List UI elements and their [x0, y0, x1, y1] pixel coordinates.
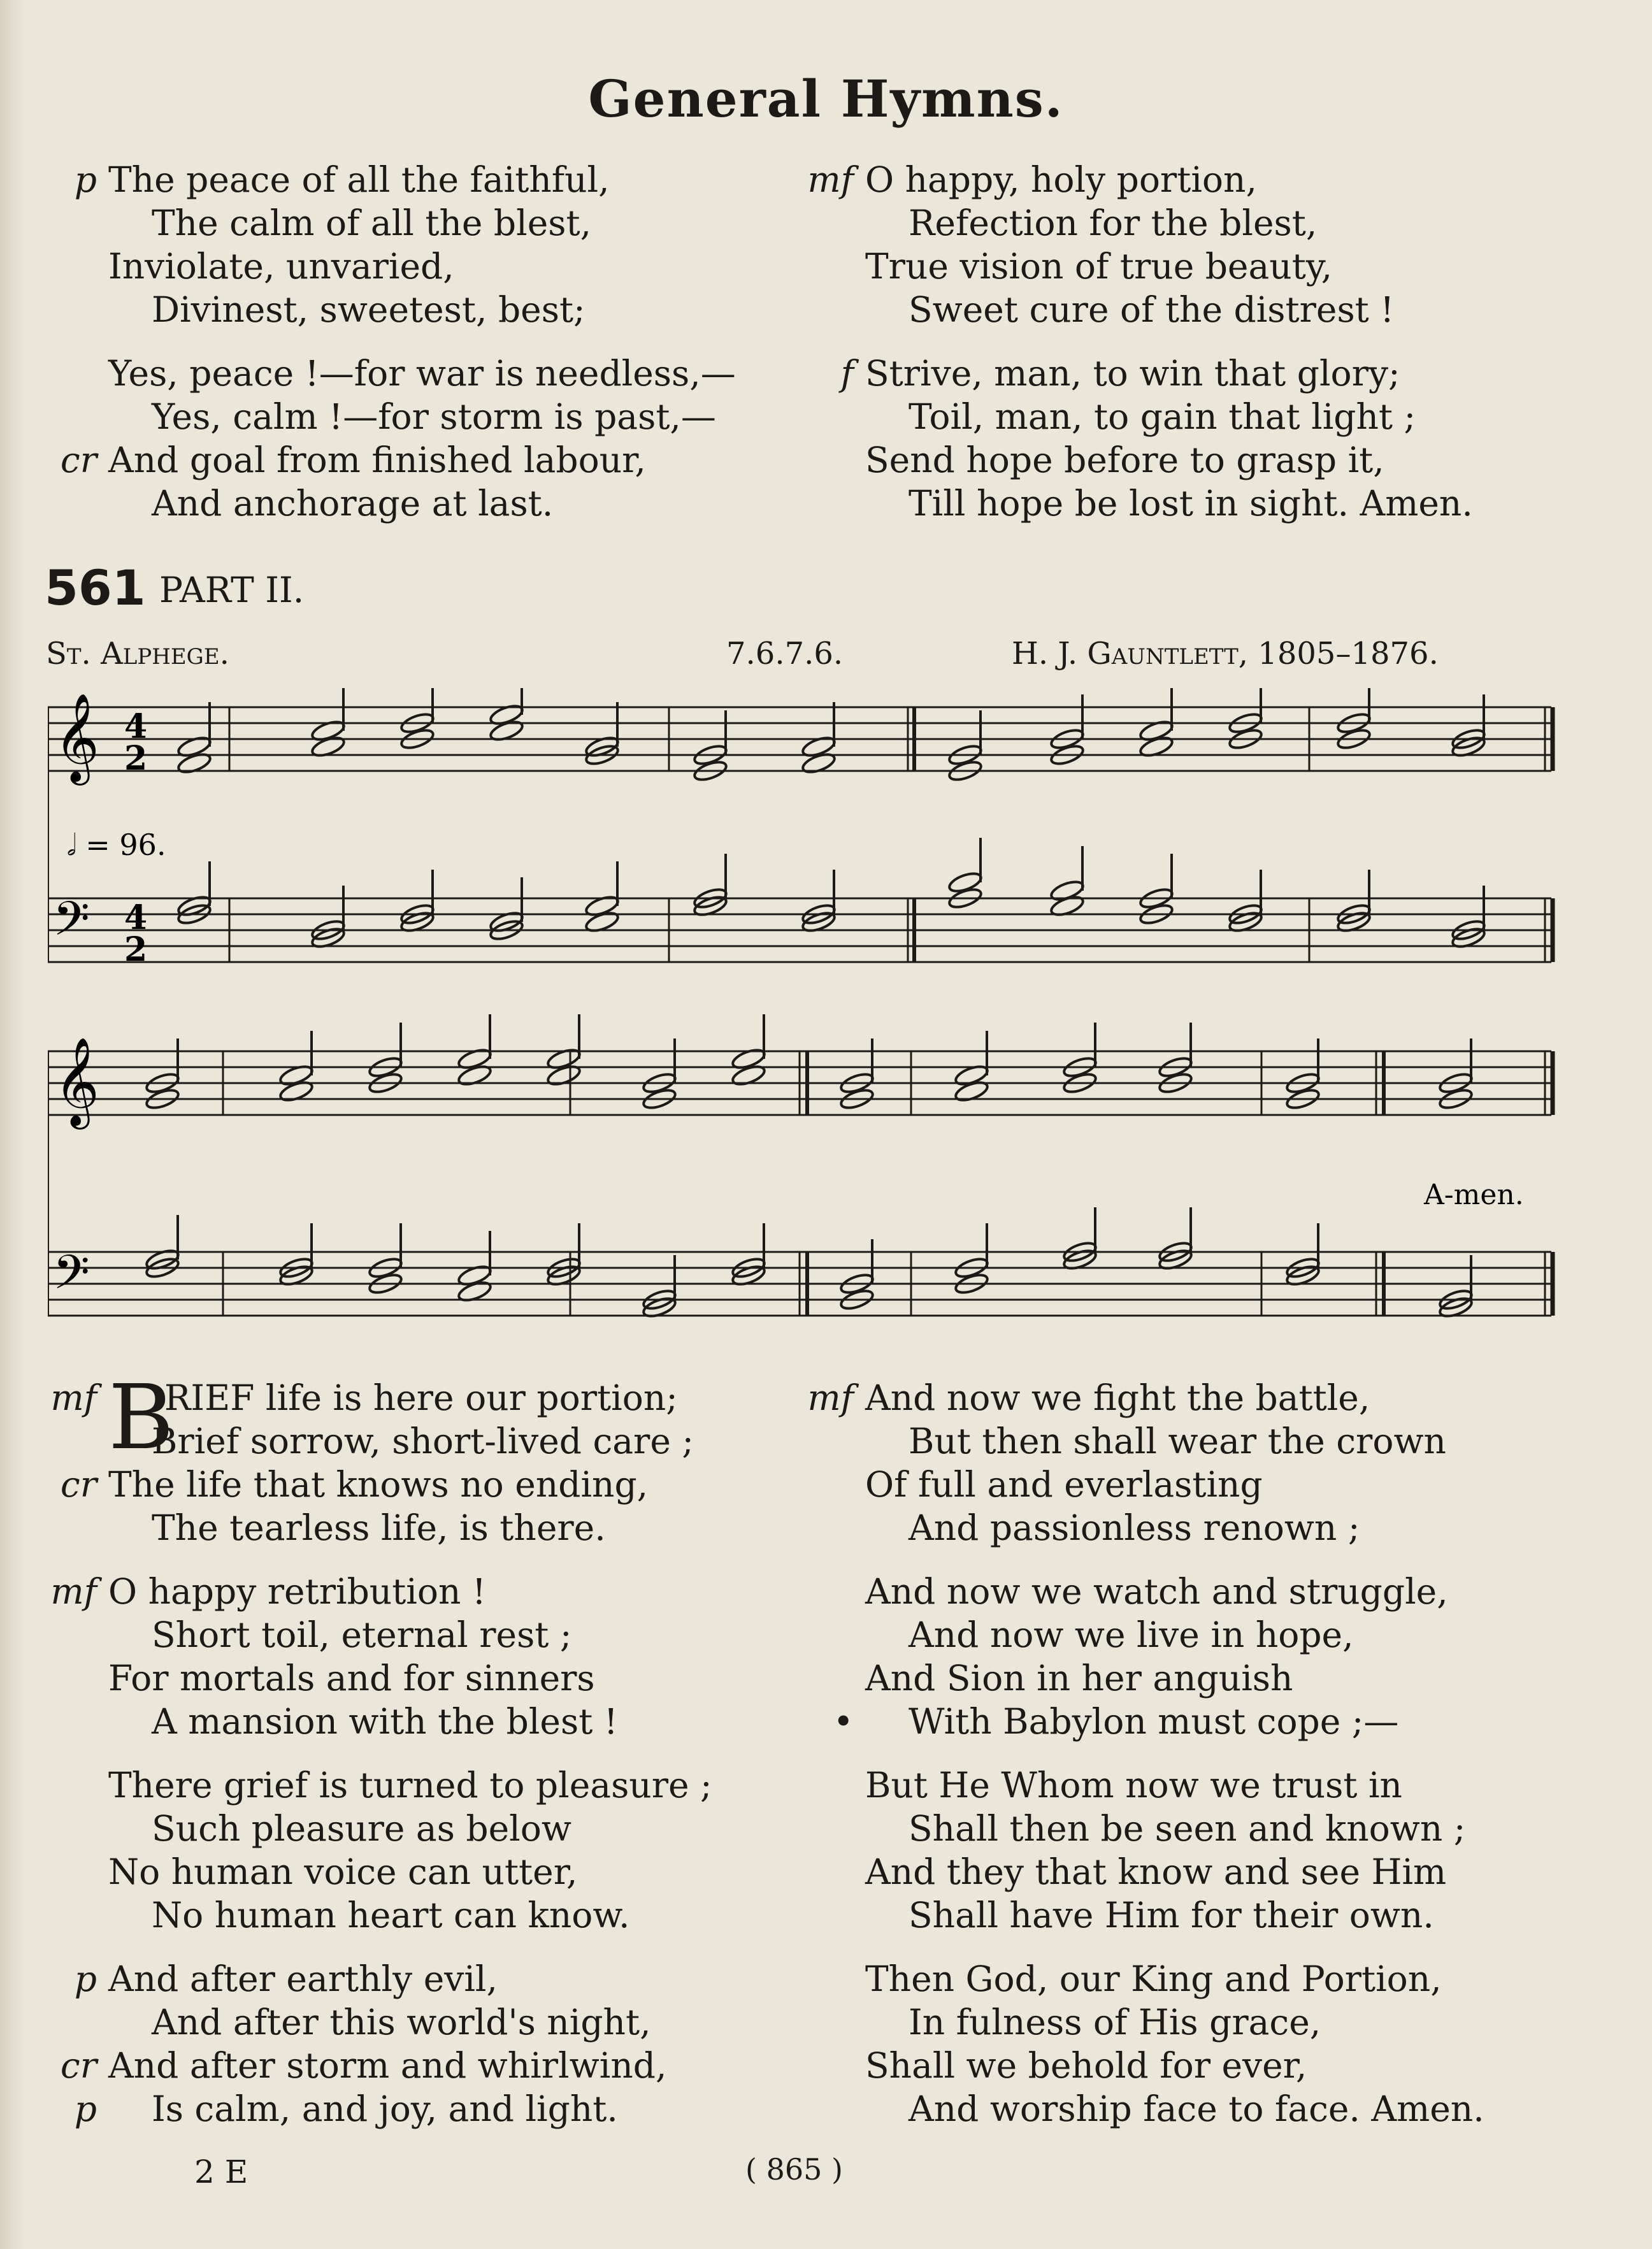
- stanza: [865, 1764, 1465, 1937]
- barlines-2: [223, 1051, 1553, 1316]
- verse-text: With Babylon must cope ;—: [909, 1701, 1399, 1742]
- dynamic-marking: mf: [50, 1377, 97, 1418]
- composer: H. J. Gauntlett, 1805–1876.: [1012, 636, 1439, 672]
- verse-line: [108, 2001, 666, 2044]
- time-sig-bottom-bass: 2: [124, 930, 148, 969]
- verse-line: [807, 1376, 1446, 1419]
- tune-name: St. Alphege.: [46, 636, 229, 672]
- stanza: [840, 352, 1473, 525]
- music-system-2: [48, 1000, 1564, 1383]
- verse-line: [108, 395, 736, 438]
- verse-text: No human voice can utter,: [108, 1851, 578, 1892]
- verse-line: [60, 2044, 667, 2087]
- verse-line: [108, 1656, 618, 1700]
- verse-line: [865, 201, 1394, 245]
- verse-line: [865, 1463, 1446, 1506]
- page-edge: [0, 0, 24, 2249]
- stanza: [833, 1570, 1448, 1743]
- verse-text: Of full and everlasting: [865, 1464, 1263, 1505]
- verse-line: [865, 1764, 1465, 1807]
- verse-text: RIEF life is here our portion;: [164, 1377, 678, 1418]
- dynamic-marking: p: [74, 1958, 97, 1999]
- meter: 7.6.7.6.: [726, 636, 844, 672]
- amen-lyric: A-men.: [1424, 1179, 1524, 1211]
- verse-text: The life that knows no ending,: [108, 1464, 649, 1505]
- verse-text: The tearless life, is there.: [152, 1507, 606, 1548]
- verse-text: The peace of all the faithful,: [108, 159, 610, 200]
- verse-line: [840, 352, 1473, 395]
- verse-line: [108, 288, 610, 331]
- stanza: [60, 352, 736, 525]
- stanza: [865, 1957, 1484, 2130]
- verse-text: Strive, man, to win that glory;: [865, 353, 1400, 394]
- verse-text: A mansion with the blest !: [152, 1701, 618, 1742]
- verse-line: [108, 1700, 618, 1743]
- verse-line: [108, 1850, 712, 1893]
- notes-system-1: [176, 688, 1486, 950]
- verse-text: Refection for the blest,: [909, 203, 1318, 243]
- stanza: [108, 1764, 712, 1937]
- verse-line: [50, 1570, 618, 1613]
- verse-text: Then God, our King and Portion,: [865, 1958, 1442, 1999]
- dynamic-marking: mf: [807, 159, 854, 200]
- verse-line: [108, 1613, 618, 1656]
- verse-text: And passionless renown ;: [909, 1507, 1360, 1548]
- stanza: [74, 158, 610, 331]
- time-sig-top-treble: 4: [124, 707, 148, 746]
- verse-text: Shall then be seen and known ;: [909, 1808, 1466, 1849]
- verse-line: [865, 1957, 1484, 2001]
- verse-line: [108, 1807, 712, 1850]
- verse-text: O happy retribution !: [108, 1571, 487, 1612]
- stanza: [807, 1376, 1446, 1549]
- verse-text: Sweet cure of the distrest !: [909, 289, 1395, 330]
- verse-line: [807, 158, 1394, 201]
- verse-line: [865, 288, 1394, 331]
- time-sig-bottom-treble: 2: [124, 739, 148, 778]
- verse-line: [865, 1419, 1446, 1463]
- verse-text: Is calm, and joy, and light.: [152, 2088, 618, 2129]
- bass-clef-icon: 𝄢: [53, 1245, 90, 1312]
- bass-clef-icon: 𝄢: [53, 891, 90, 958]
- verse-line: [865, 2001, 1484, 2044]
- dynamic-marking: p: [74, 2088, 97, 2129]
- verse-text: True vision of true beauty,: [865, 246, 1333, 287]
- verse-line: [865, 1656, 1448, 1700]
- verse-text: There grief is turned to pleasure ;: [108, 1765, 712, 1806]
- verse-text: And now we watch and struggle,: [865, 1571, 1448, 1612]
- stanza: [60, 1957, 667, 2130]
- verse-text: And after earthly evil,: [108, 1958, 498, 1999]
- dynamic-marking: cr: [60, 2045, 97, 2086]
- verse-line: [108, 1893, 712, 1937]
- verse-text: Send hope before to grasp it,: [865, 440, 1384, 480]
- verse-text: Shall have Him for their own.: [909, 1895, 1434, 1936]
- verse-line: [865, 395, 1473, 438]
- verse-text: The calm of all the blest,: [152, 203, 592, 243]
- page-title: General Hymns.: [588, 69, 1064, 129]
- verse-text: And after storm and whirlwind,: [108, 2045, 667, 2086]
- dynamic-marking: •: [833, 1701, 854, 1742]
- verse-line: [108, 1764, 712, 1807]
- stanza: [50, 1570, 618, 1743]
- verse-line: [865, 1613, 1448, 1656]
- tempo-marking: 𝅗𝅥 = 96.: [67, 828, 166, 862]
- verse-line: [865, 2044, 1484, 2087]
- dynamic-marking: f: [840, 353, 854, 394]
- stanza: [807, 158, 1395, 331]
- verse-text: And now we live in hope,: [909, 1614, 1354, 1655]
- verse-line: [108, 245, 610, 288]
- verse-text: In fulness of His grace,: [909, 2002, 1321, 2043]
- hymn-part: PART II.: [159, 570, 305, 610]
- verse-line: [108, 1506, 694, 1549]
- verse-text: And goal from finished labour,: [108, 440, 646, 480]
- dynamic-marking: cr: [60, 440, 97, 480]
- verse-text: Divinest, sweetest, best;: [152, 289, 585, 330]
- verse-text: Inviolate, unvaried,: [108, 246, 454, 287]
- verse-line: [865, 1893, 1465, 1937]
- verse-line: [108, 1419, 694, 1463]
- verse-text: And they that know and see Him: [865, 1851, 1447, 1892]
- treble-clef-icon: 𝄞: [54, 1037, 99, 1126]
- verse-text: For mortals and for sinners: [108, 1658, 595, 1699]
- verse-line: [865, 245, 1394, 288]
- time-sig-top-bass: 4: [124, 898, 148, 937]
- dynamic-marking: mf: [807, 1377, 854, 1418]
- verse-line: [108, 352, 736, 395]
- treble-staff-1: [48, 707, 1551, 771]
- verse-text: But then shall wear the crown: [909, 1421, 1446, 1462]
- verse-line: [833, 1700, 1448, 1743]
- verse-line: [865, 1570, 1448, 1613]
- verse-text: But He Whom now we trust in: [865, 1765, 1402, 1806]
- page-number: ( 865 ): [745, 2152, 843, 2187]
- bass-staff-1: [48, 898, 1551, 962]
- verse-text: And worship face to face. Amen.: [909, 2088, 1484, 2129]
- verse-line: [74, 2087, 666, 2130]
- verse-line: [865, 1506, 1446, 1549]
- verse-text: Toil, man, to gain that light ;: [909, 396, 1416, 437]
- verse-text: Till hope be lost in sight. Amen.: [909, 483, 1473, 524]
- verse-text: Such pleasure as below: [152, 1808, 571, 1849]
- verse-line: [865, 1807, 1465, 1850]
- verse-text: Short toil, eternal rest ;: [152, 1614, 572, 1655]
- verse-text: No human heart can know.: [152, 1895, 630, 1936]
- verse-line: [74, 1957, 666, 2001]
- dynamic-marking: cr: [60, 1464, 97, 1505]
- verse-line: [60, 1463, 694, 1506]
- verse-line: [74, 158, 610, 201]
- verse-line: [865, 438, 1473, 482]
- dynamic-marking: mf: [50, 1571, 97, 1612]
- drop-cap: B: [108, 1366, 174, 1470]
- verse-text: And Sion in her anguish: [865, 1658, 1293, 1699]
- verse-line: [108, 482, 736, 525]
- stanza: [50, 1366, 694, 1549]
- verse-line: [60, 438, 736, 482]
- verse-line: [108, 201, 610, 245]
- verse-text: Brief sorrow, short-lived care ;: [152, 1421, 694, 1462]
- verse-text: O happy, holy portion,: [865, 159, 1257, 200]
- verse-line: [865, 1850, 1465, 1893]
- dynamic-marking: p: [74, 159, 97, 200]
- verse-line: [865, 2087, 1484, 2130]
- notes-system-2: [145, 1014, 1474, 1319]
- verse-line: [865, 482, 1473, 525]
- signature-mark: 2 E: [194, 2153, 248, 2190]
- music-system-1: [48, 688, 1564, 988]
- verse-text: And now we fight the battle,: [865, 1377, 1370, 1418]
- verse-text: Yes, peace !—for war is needless,—: [108, 353, 736, 394]
- verse-text: And after this world's night,: [152, 2002, 651, 2043]
- verse-text: Shall we behold for ever,: [865, 2045, 1307, 2086]
- verse-text: Yes, calm !—for storm is past,—: [152, 396, 716, 437]
- verse-text: And anchorage at last.: [152, 483, 554, 524]
- hymn-number: 561: [45, 559, 146, 616]
- treble-clef-icon: 𝄞: [54, 693, 99, 782]
